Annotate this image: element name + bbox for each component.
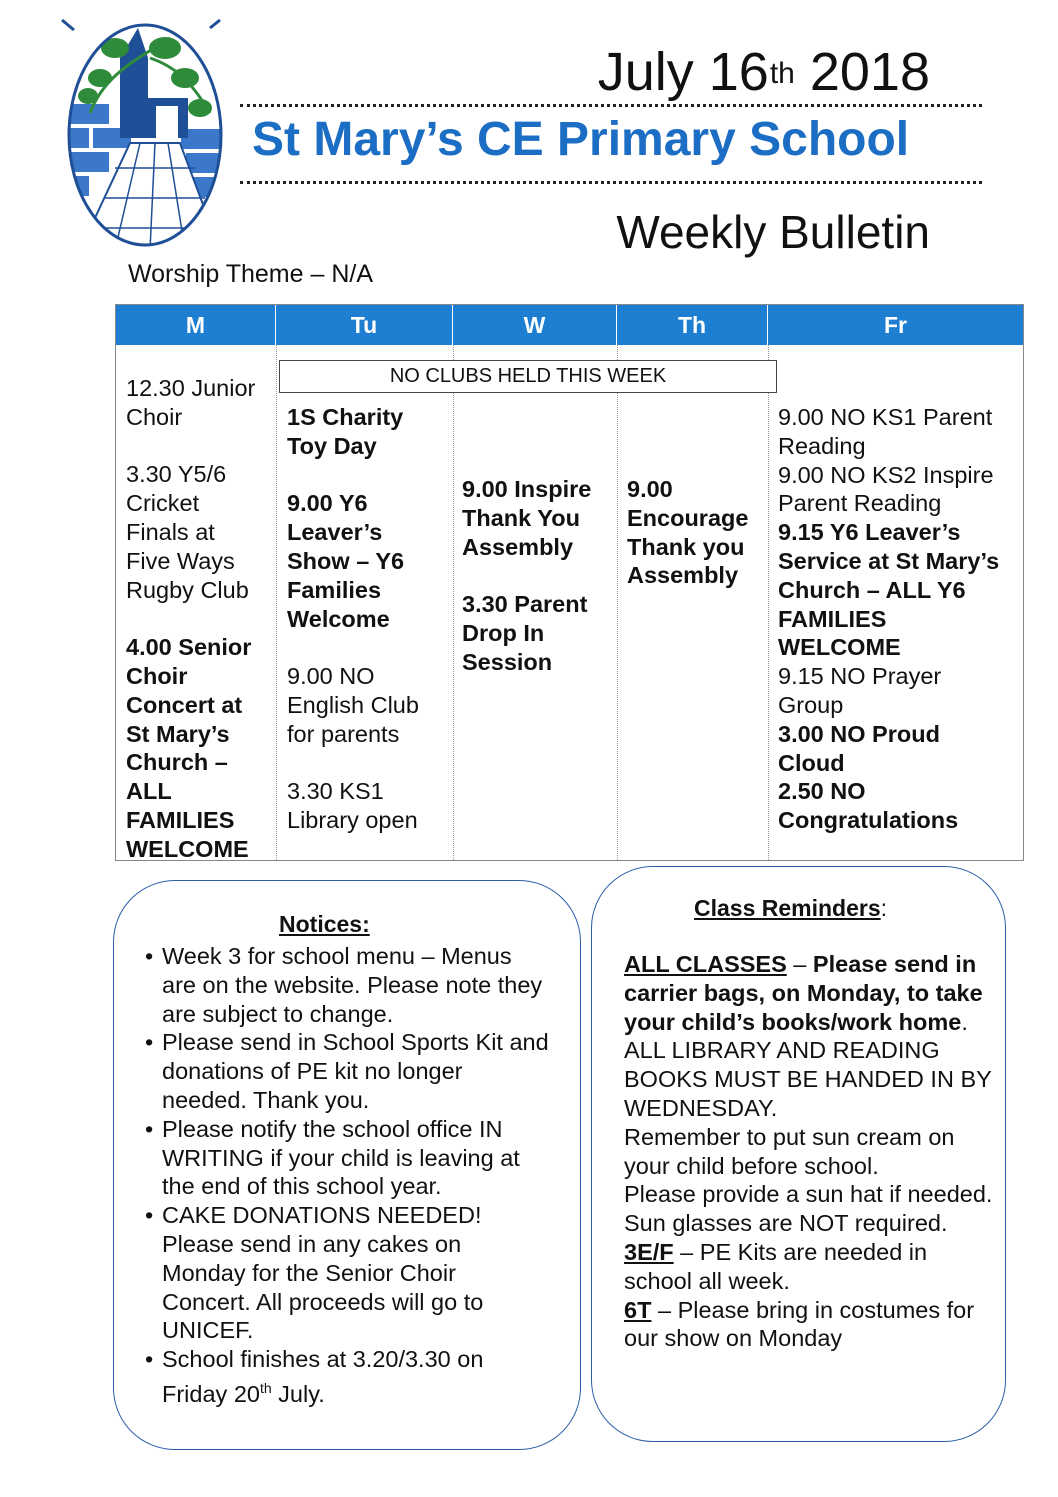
no-clubs-banner: NO CLUBS HELD THIS WEEK xyxy=(279,360,777,393)
reminder-sun-cream: Remember to put sun cream on your child before school. xyxy=(624,1123,955,1179)
column-divider xyxy=(453,345,454,860)
bulletin-title: Weekly Bulletin xyxy=(616,206,930,258)
notices-list xyxy=(145,942,550,1409)
wednesday-events: 9.00 Inspire Thank You Assembly 3.30 Parent Drop In Session xyxy=(462,476,592,675)
day-header-wed: W xyxy=(453,305,617,345)
reminders-heading: Class Reminders: xyxy=(694,895,888,921)
school-logo xyxy=(60,18,225,250)
column-divider xyxy=(617,345,618,860)
reminder-all-classes: ALL CLASSES – Please send in carrier bags, on Monday, to take your child’s books/work home. xyxy=(624,951,983,1035)
tuesday-events: 1S Charity Toy Day 9.00 Y6 Leaver’s Show – Y6 Families Welcome 9.00 NO English Club for parents 3.30 KS1 Library open xyxy=(287,404,419,834)
notices-title: Notices: xyxy=(279,911,370,937)
notice-item: • Please send in School Sports Kit and donations of PE kit no longer needed. Thank you. xyxy=(145,1028,550,1114)
reminder-sun-hat: Please provide a sun hat if needed. Sun glasses are NOT required. xyxy=(624,1181,993,1237)
dotted-divider-bottom xyxy=(240,181,982,184)
thursday-events: 9.00 Encourage Thank you Assembly xyxy=(627,476,749,589)
notice-item: • CAKE DONATIONS NEEDED! Please send in any cakes on Monday for the Senior Choir Concert. All proceeds will go to UNICEF. xyxy=(145,1201,550,1345)
monday-events: 12.30 Junior Choir 3.30 Y5/6 Cricket Finals at Five Ways Rugby Club 4.00 Senior Choir Concert at St Mary’s Church – ALL FAMILIES WELCOME xyxy=(126,375,256,862)
notice-item: • Please notify the school office IN WRITING if your child is leaving at the end of this school year. xyxy=(145,1115,550,1201)
bulletin-date: July 16th 2018 xyxy=(597,42,930,102)
day-header-tue: Tu xyxy=(276,305,453,345)
day-header-thu: Th xyxy=(617,305,768,345)
reminders-title: Class Reminders xyxy=(694,895,881,921)
notice-item: • Week 3 for school menu – Menus are on the website. Please note they are subject to change. xyxy=(145,942,550,1028)
reminder-class-6t: 6T – Please bring in costumes for our show on Monday xyxy=(624,1296,975,1352)
reminders-content xyxy=(624,950,996,1353)
day-header-mon: M xyxy=(116,305,276,345)
day-header-fri: Fr xyxy=(768,305,1023,345)
column-divider xyxy=(768,345,769,860)
notice-item: • School finishes at 3.20/3.30 on Friday 20th July. xyxy=(145,1345,550,1408)
date-ordinal: th xyxy=(769,57,795,90)
dotted-divider-top xyxy=(240,104,982,107)
reminder-library: ALL LIBRARY AND READING BOOKS MUST BE HANDED IN BY WEDNESDAY. xyxy=(624,1037,992,1121)
worship-theme: Worship Theme – N/A xyxy=(128,260,374,288)
school-name: St Mary’s CE Primary School xyxy=(252,113,910,166)
friday-events: 9.00 NO KS1 Parent Reading 9.00 NO KS2 Inspire Parent Reading 9.15 Y6 Leaver’s Service at St Mary’s Church – ALL Y6 FAMILIES WELCOME 9.15 NO Prayer Group 3.00 NO Proud Cloud 2.50 NO Congratulations xyxy=(778,404,1000,834)
reminder-class-3ef: 3E/F – PE Kits are needed in school all week. xyxy=(624,1238,928,1294)
column-divider xyxy=(276,345,277,860)
